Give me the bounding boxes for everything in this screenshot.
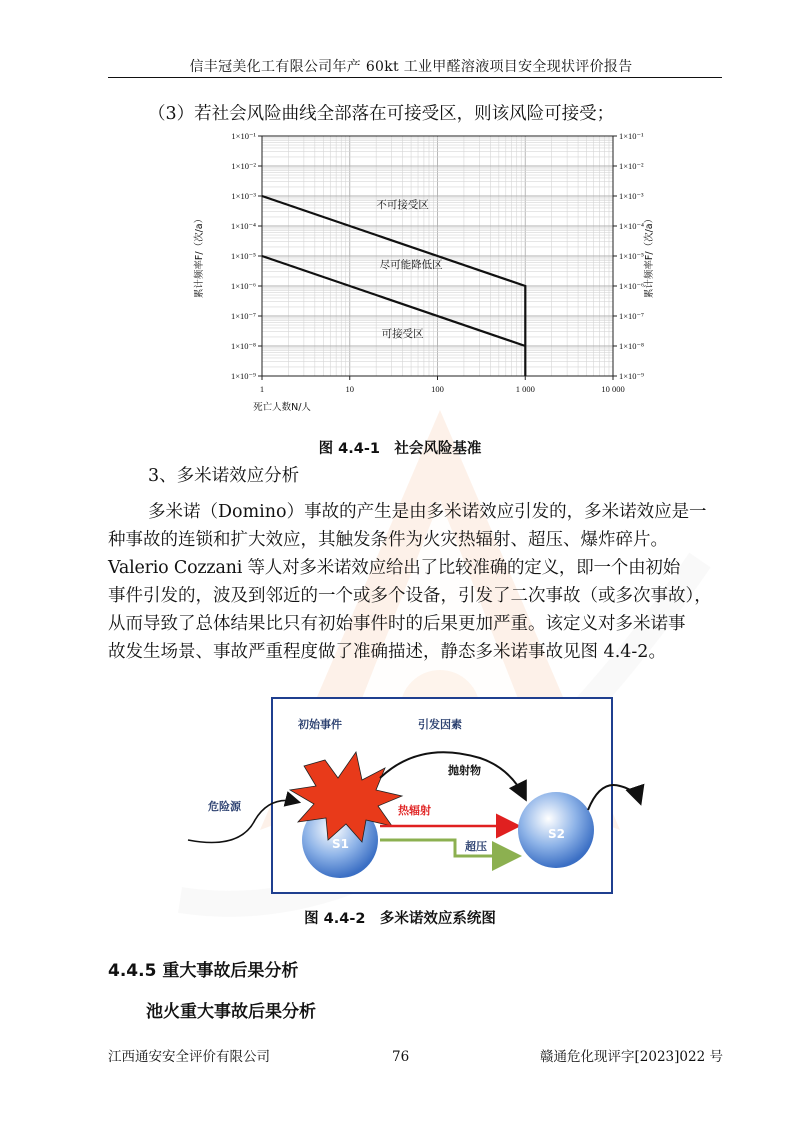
thermal-radiation-label: 热辐射 xyxy=(398,804,431,817)
footer-report-number: 赣通危化现评字[2023]022 号 xyxy=(540,1049,723,1065)
y-axis-label-right: 累计频率F/（次/a） xyxy=(644,213,655,299)
trigger-factor-label: 引发因素 xyxy=(418,718,462,731)
x-axis-label: 死亡人数N/人 xyxy=(253,402,311,413)
y-tick-label-right: 1×10⁻³ xyxy=(619,191,644,201)
criterion-3-text: （3）若社会风险曲线全部落在可接受区，则该风险可接受； xyxy=(148,104,615,124)
y-tick-label-right: 1×10⁻¹ xyxy=(619,131,644,141)
y-tick-label-left: 1×10⁻³ xyxy=(231,191,256,201)
y-tick-label-right: 1×10⁻⁷ xyxy=(619,311,644,321)
domino-paragraph xyxy=(108,498,728,666)
overpressure-arrow xyxy=(380,840,516,856)
y-tick-label-left: 1×10⁻⁷ xyxy=(231,311,256,321)
x-tick-label: 10 xyxy=(345,384,354,394)
y-tick-label-left: 1×10⁻⁸ xyxy=(231,341,256,351)
paragraph-line: 种事故的连锁和扩大效应，其触发条件为火灾热辐射、超压、爆炸碎片。 xyxy=(108,530,668,550)
y-tick-label-left: 1×10⁻⁴ xyxy=(231,221,256,231)
y-tick-label-right: 1×10⁻⁹ xyxy=(619,371,644,381)
paragraph-line: 事件引发的，波及到邻近的一个或多个设备，引发了二次事故（或多次事故）， xyxy=(108,586,712,606)
y-tick-label-left: 1×10⁻⁵ xyxy=(231,251,256,261)
hazard-source-arrow xyxy=(188,800,298,842)
y-tick-label-left: 1×10⁻⁶ xyxy=(231,281,256,291)
header-divider xyxy=(108,77,722,78)
section-3-title: 3、多米诺效应分析 xyxy=(148,466,300,486)
zone-label: 不可接受区 xyxy=(376,198,429,211)
y-tick-label-right: 1×10⁻⁸ xyxy=(619,341,644,351)
overpressure-label: 超压 xyxy=(465,840,487,853)
paragraph-line: Valerio Cozzani 等人对多米诺效应给出了比较准确的定义，即一个由初始 xyxy=(108,558,681,578)
y-tick-label-left: 1×10⁻⁹ xyxy=(231,371,256,381)
x-tick-label: 100 xyxy=(431,384,444,394)
y-tick-label-right: 1×10⁻⁵ xyxy=(619,251,644,261)
y-tick-label-right: 1×10⁻² xyxy=(619,161,644,171)
figure-4-4-2-caption: 图 4.4-2 多米诺效应系统图 xyxy=(304,911,496,927)
page-header-title: 信丰冠美化工有限公司年产 60kt 工业甲醛溶液项目安全现状评价报告 xyxy=(189,59,633,75)
y-tick-label-right: 1×10⁻⁶ xyxy=(619,281,644,291)
projectile-label: 抛射物 xyxy=(448,764,481,777)
x-tick-label: 10 000 xyxy=(601,384,625,394)
footer-company: 江西通安安全评价有限公司 xyxy=(108,1049,270,1065)
s1-label: S1 xyxy=(332,837,349,851)
y-tick-label-right: 1×10⁻⁴ xyxy=(619,221,644,231)
footer-page-number: 76 xyxy=(392,1049,410,1065)
y-tick-label-left: 1×10⁻¹ xyxy=(231,131,256,141)
figure-4-4-1-caption: 图 4.4-1 社会风险基准 xyxy=(318,441,482,457)
initial-event-label: 初始事件 xyxy=(298,718,342,731)
zone-label: 可接受区 xyxy=(381,327,424,340)
social-risk-chart xyxy=(180,126,660,426)
zone-label: 尽可能降低区 xyxy=(379,258,443,271)
y-tick-label-left: 1×10⁻² xyxy=(231,161,256,171)
paragraph-line: 多米诺（Domino）事故的产生是由多米诺效应引发的，多米诺效应是一 xyxy=(148,502,707,522)
domino-effect-diagram xyxy=(180,690,650,900)
section-4-4-5-title: 4.4.5 重大事故后果分析 xyxy=(108,961,299,981)
pool-fire-subsection-title: 池火重大事故后果分析 xyxy=(146,1002,316,1022)
y-axis-label-left: 累计频率F/（次/a） xyxy=(194,213,205,299)
paragraph-line: 从而导致了总体结果比只有初始事件时的后果更加严重。该定义对多米诺事 xyxy=(108,614,686,634)
hazard-source-label: 危险源 xyxy=(208,800,241,813)
secondary-event-arrow xyxy=(588,785,640,810)
x-tick-label: 1 xyxy=(259,384,265,394)
s2-label: S2 xyxy=(548,827,565,841)
paragraph-line: 故发生场景、事故严重程度做了准确描述，静态多米诺事故见图 4.4-2。 xyxy=(108,642,666,662)
x-tick-label: 1 000 xyxy=(515,384,535,394)
